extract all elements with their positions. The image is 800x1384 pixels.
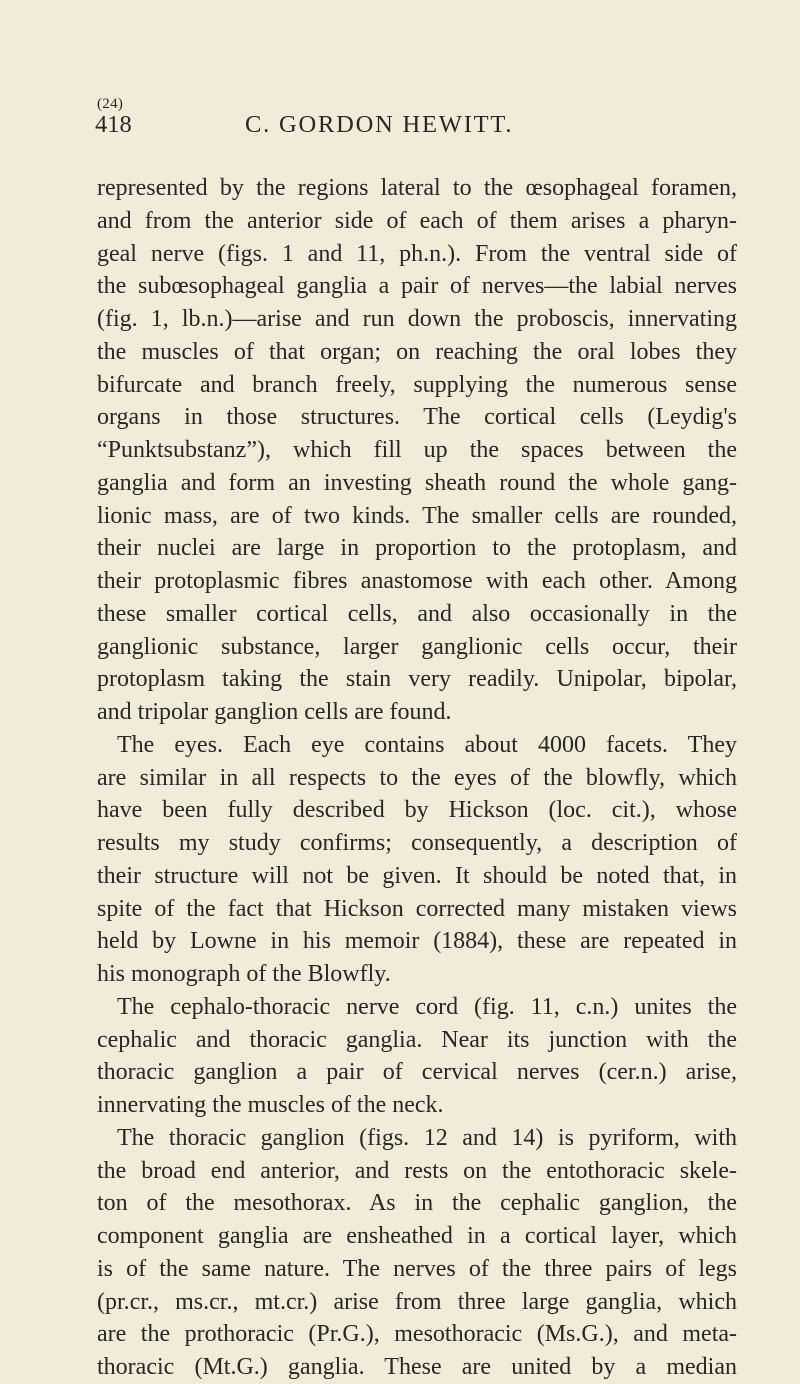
text-line: his monograph of the Blowfly. xyxy=(97,961,391,987)
text-line: have been fully described by Hickson (loc. cit.), whose xyxy=(97,797,737,824)
text-line: and tripolar ganglion cells are found. xyxy=(97,699,452,725)
text-line: thoracic ganglion a pair of cervical nerves (cer.n.) arise, xyxy=(97,1059,737,1086)
text-line: is of the same nature. The nerves of the three pairs of legs xyxy=(97,1255,737,1282)
text-line: are similar in all respects to the eyes of the blowfly, which xyxy=(97,764,737,791)
text-line: ton of the mesothorax. As in the cephalic ganglion, the xyxy=(97,1190,737,1217)
text-line: ganglia and form an investing sheath round the whole gang- xyxy=(97,469,737,496)
text-line: organs in those structures. The cortical cells (Leydig's xyxy=(97,404,737,431)
text-line: cephalic and thoracic ganglia. Near its junction with the xyxy=(97,1026,737,1053)
text-line: protoplasm taking the stain very readily. Unipolar, bipolar, xyxy=(97,666,737,693)
text-line: results my study confirms; consequently, a description of xyxy=(97,830,737,856)
text-line: and from the anterior side of each of them arises a pharyn- xyxy=(97,207,737,234)
page-number: 418 xyxy=(95,111,132,138)
text-line: (fig. 1, lb.n.)—arise and run down the proboscis, innervating xyxy=(97,306,737,332)
text-line: geal nerve (figs. 1 and 11, ph.n.). From the ventral side of xyxy=(97,240,737,267)
sheet-number: (24) xyxy=(97,96,124,112)
text-line: their structure will not be given. It should be noted that, in xyxy=(97,862,737,889)
text-line: spite of the fact that Hickson corrected many mistaken views xyxy=(97,895,737,922)
text-line: thoracic (Mt.G.) ganglia. These are united by a median xyxy=(97,1354,737,1380)
text-line: are the prothoracic (Pr.G.), mesothoracic (Ms.G.), and meta- xyxy=(97,1321,737,1348)
text-line: “Punktsubstanz”), which fill up the spaces between the xyxy=(97,437,737,463)
text-line: represented by the regions lateral to the œsophageal foramen, xyxy=(97,175,737,201)
text-line: their protoplasmic fibres anastomose with each other. Among xyxy=(97,568,737,594)
text-line: The cephalo-thoracic nerve cord (fig. 11, c.n.) unites the xyxy=(117,993,737,1020)
text-line: the muscles of that organ; on reaching the oral lobes they xyxy=(97,338,737,365)
running-head: C. GORDON HEWITT. xyxy=(245,111,514,138)
text-line: The thoracic ganglion (figs. 12 and 14) is pyriform, with xyxy=(117,1124,737,1151)
text-line: ganglionic substance, larger ganglionic cells occur, their xyxy=(97,633,737,660)
text-line: these smaller cortical cells, and also occasionally in the xyxy=(97,600,737,627)
text-line: (pr.cr., ms.cr., mt.cr.) arise from three large ganglia, which xyxy=(97,1288,737,1315)
text-line: bifurcate and branch freely, supplying the numerous sense xyxy=(97,371,737,398)
text-line: lionic mass, are of two kinds. The smaller cells are rounded, xyxy=(97,502,737,529)
text-line: The eyes. Each eye contains about 4000 facets. They xyxy=(117,731,737,758)
text-line: their nuclei are large in proportion to the protoplasm, and xyxy=(97,535,737,562)
text-line: component ganglia are ensheathed in a cortical layer, which xyxy=(97,1223,737,1249)
page-header xyxy=(95,111,735,139)
text-line: the subœsophageal ganglia a pair of nerves—the labial nerves xyxy=(97,273,737,300)
body-text xyxy=(97,172,737,1384)
text-line: the broad end anterior, and rests on the entothoracic skele- xyxy=(97,1157,737,1184)
text-line: innervating the muscles of the neck. xyxy=(97,1092,444,1118)
text-line: held by Lowne in his memoir (1884), these are repeated in xyxy=(97,928,737,955)
